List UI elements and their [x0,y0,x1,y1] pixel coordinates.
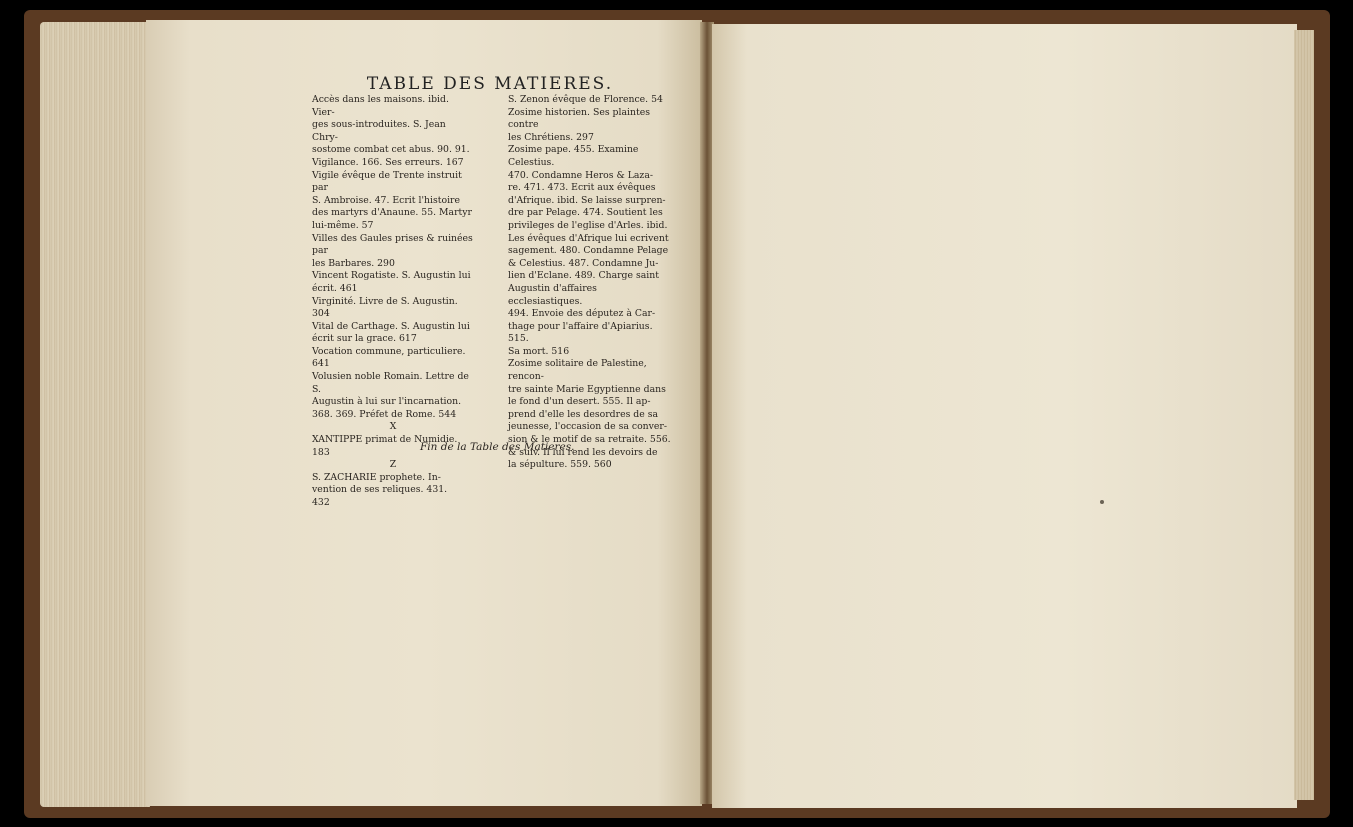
index-entry-line: 432 [312,497,330,508]
index-entry-line: S. Ambroise. 47. Ecrit l'histoire [312,194,460,206]
index-entry-line: tre sainte Marie Egyptienne dans [508,383,666,395]
index-entry-line: 368. 369. Préfet de Rome. 544 [312,408,457,420]
index-entry-line: jeunesse, l'occasion de sa conver- [508,421,667,433]
index-entry-line: Virginité. Livre de S. Augustin. 304 [312,295,458,320]
index-entry-line: Accès dans les maisons. ibid. Vier- [312,94,449,118]
right-page-edges [1294,30,1314,800]
index-entry-line: la sépulture. 559. 560 [508,459,612,471]
page-spot [1100,500,1104,504]
right-page [712,24,1297,808]
index-entry-line: S. Zenon évêque de Florence. 54 [508,94,663,105]
index-entry-line: 494. Envoie des députez à Car- [508,308,656,320]
index-entry-line: écrit sur la grace. 617 [312,333,417,345]
index-entry-line: Vigile évêque de Trente instruit par [312,169,462,194]
index-entry-line: Sa mort. 516 [508,345,570,357]
index-entry-line: Vocation commune, particuliere. 641 [312,345,466,370]
index-entry-line: sagement. 480. Condamne Pelage [508,245,669,257]
index-entry-line: Villes des Gaules prises & ruinées par [312,232,473,257]
index-entry-line: des martyrs d'Anaune. 55. Martyr [312,207,472,219]
index-entry-line: thage pour l'affaire d'Apiarius. 515. [508,320,653,345]
index-entry-line: lien d'Eclane. 489. Charge saint [508,270,659,282]
index-entry-line: Augustin d'affaires ecclesiastiques. [508,282,597,307]
end-of-table-note: Fin de la Table des Matieres. [420,441,575,453]
index-entry-line: Zosime historien. Ses plaintes contre [508,106,650,131]
index-entry-line: Zosime solitaire de Palestine, rencon- [508,358,647,383]
index-entry-line: re. 471. 473. Ecrit aux évêques [508,182,656,194]
index-entry-line: S. ZACHARIE prophete. In- [312,471,441,483]
index-entry-line: & suiv. Il lui rend les devoirs de [508,446,658,458]
index-entry-line: le fond d'un desert. 555. Il ap- [508,396,651,408]
index-entry-line: d'Afrique. ibid. Se laisse surpren- [508,194,666,206]
page-edges [40,22,150,807]
index-entry-line: dre par Pelage. 474. Soutient les [508,207,663,219]
index-entry-line: lui-même. 57 [312,219,374,231]
index-entry-line: 183 [312,446,330,458]
section-letter-x: X [389,421,397,433]
index-entry-line: les Barbares. 290 [312,257,395,269]
left-entries [312,94,474,421]
index-entry-line: 470. Condamne Heros & Laza- [508,169,654,181]
index-entry-line: les Chrétiens. 297 [508,131,594,143]
index-entry-line: prend d'elle les desordres de sa [508,408,659,420]
index-entry-line: Les évêques d'Afrique lui ecrivent [508,232,669,244]
index-entry-line: Augustin à lui sur l'incarnation. [312,396,462,408]
index-entry-line: écrit. 461 [312,282,358,294]
index-entry-line: Vincent Rogatiste. S. Augustin lui [312,270,471,282]
index-entry-line: Vital de Carthage. S. Augustin lui [312,320,470,332]
right-entries [508,94,674,472]
index-entry-line: sion & le motif de sa retraite. 556. [508,434,671,446]
index-entry-line: ges sous-introduites. S. Jean Chry- [312,119,446,143]
index-entry-line: sostome combat cet abus. 90. 91. [312,144,470,156]
index-entry-line: vention de ses reliques. 431. [312,484,448,496]
index-entry-line: Vigilance. 166. Ses erreurs. 167 [312,156,464,168]
page-title: TABLE DES MATIERES. [366,74,614,94]
index-column-right [508,94,674,472]
index-entry-line: & Celestius. 487. Condamne Ju- [508,257,659,269]
index-entry-line: XANTIPPE primat de Numidie. [312,434,458,446]
z-entries [312,472,474,510]
index-entry-line: Zosime pape. 455. Examine Celestius. [508,144,639,168]
section-letter-z: Z [389,459,397,471]
index-entry-line: privileges de l'eglise d'Arles. ibid. [508,219,668,231]
index-entry-line: Volusien noble Romain. Lettre de S. [312,371,469,395]
